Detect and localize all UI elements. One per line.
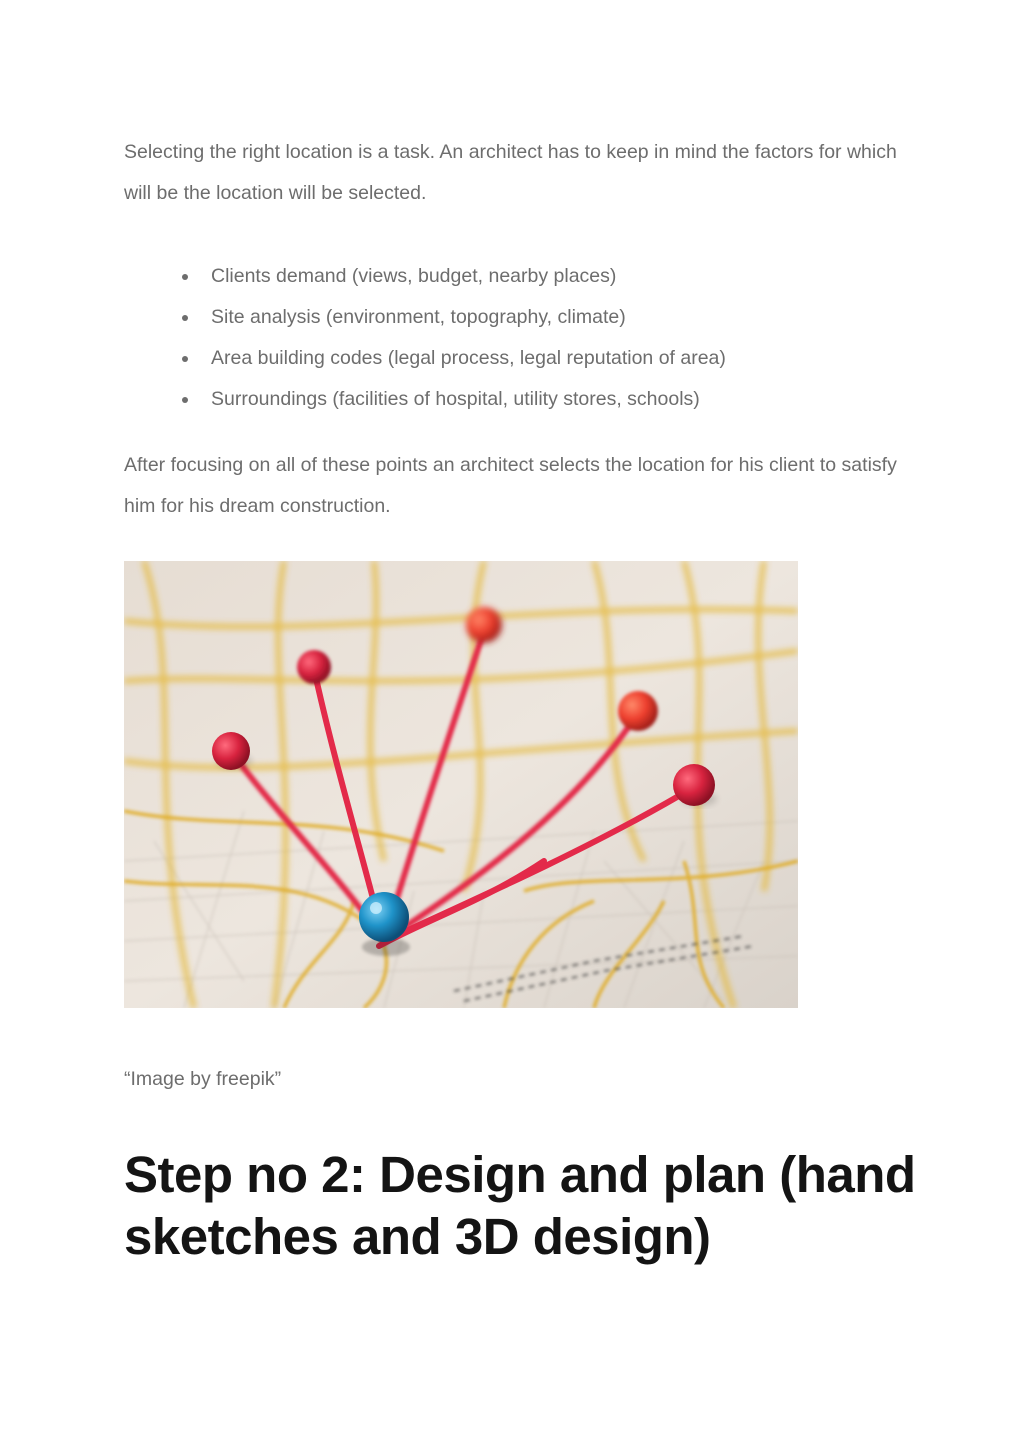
list-item-label: Clients demand (views, budget, nearby places): [211, 265, 617, 287]
list-item-label: Area building codes (legal process, legal reputation of area): [211, 347, 726, 369]
bullet-icon: [182, 356, 188, 362]
conclusion-paragraph: After focusing on all of these points an architect selects the location for his client to satisfy him for his dream construction.: [124, 454, 897, 517]
list-item: [124, 338, 904, 379]
list-item: [124, 297, 904, 338]
map-pins-illustration: [124, 561, 798, 1008]
list-item-label: Site analysis (environment, topography, climate): [211, 306, 626, 328]
image-caption: “Image by freepik”: [124, 1068, 282, 1090]
bullet-icon: [182, 315, 188, 321]
factors-list: [124, 256, 904, 420]
intro-paragraph: Selecting the right location is a task. An architect has to keep in mind the factors for which will be the location will be selected.: [124, 141, 897, 204]
bullet-icon: [182, 397, 188, 403]
blue-pin-icon: [359, 892, 410, 956]
list-item: [124, 256, 904, 297]
bullet-icon: [182, 274, 188, 280]
map-pins-photo: [124, 561, 798, 1008]
list-item: [124, 379, 904, 420]
section-heading: Step no 2: Design and plan (hand sketches and 3D design): [124, 1146, 916, 1265]
list-item-label: Surroundings (facilities of hospital, utility stores, schools): [211, 388, 700, 410]
